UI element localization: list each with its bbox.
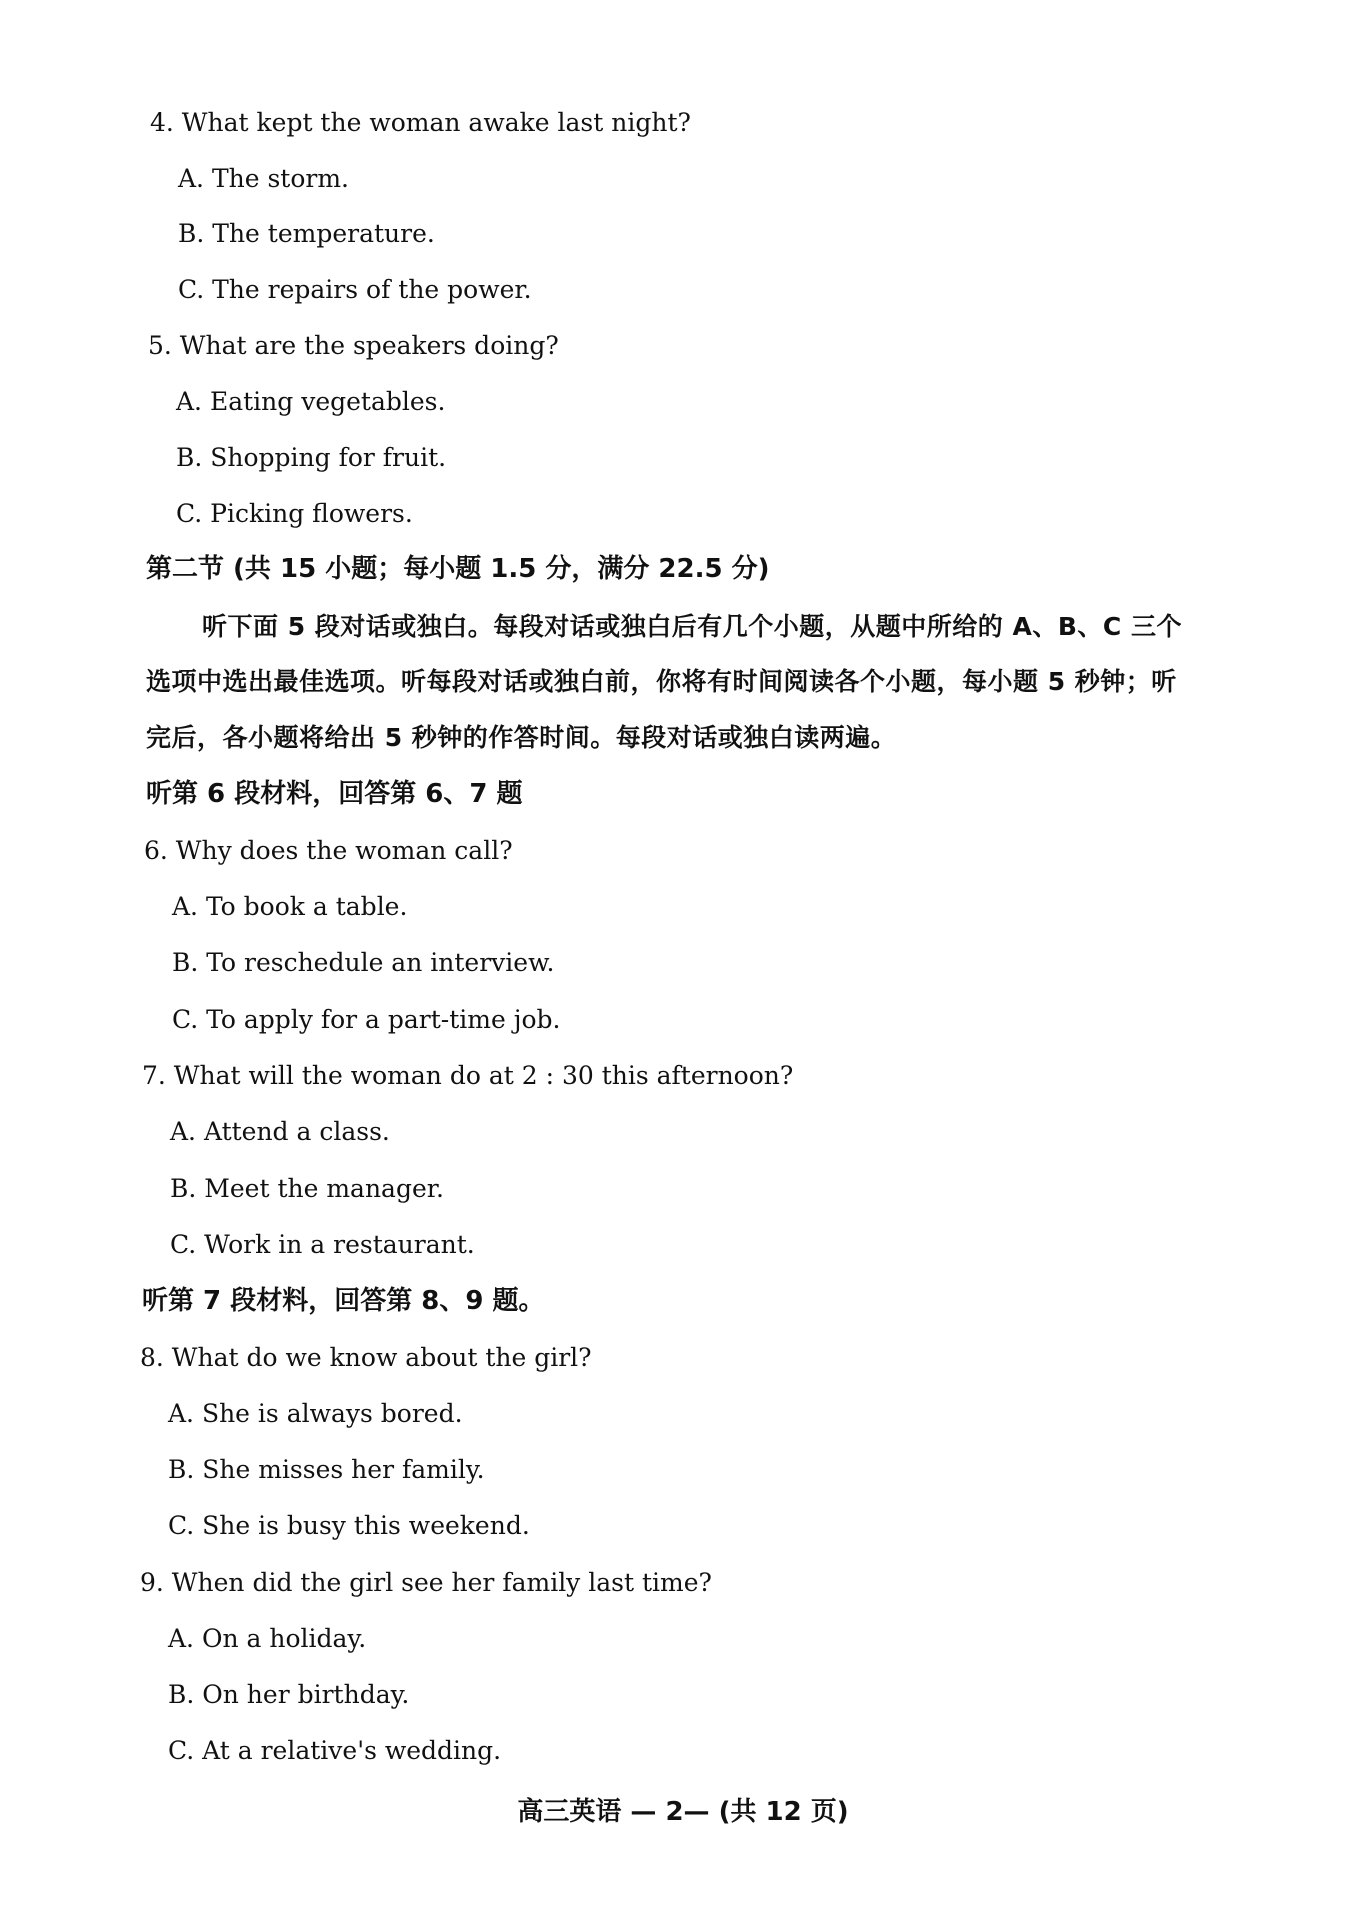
question-8-stem: 8. What do we know about the girl? [140, 1343, 592, 1372]
material-7-label: 听第 7 段材料，回答第 8、9 题。 [142, 1286, 545, 1316]
question-8-option-a: A. She is always bored. [168, 1399, 463, 1428]
question-7-stem: 7. What will the woman do at 2 : 30 this afternoon? [142, 1061, 794, 1090]
material-6-label: 听第 6 段材料，回答第 6、7 题 [146, 779, 523, 809]
section-2-heading: 第二节 (共 15 小题；每小题 1.5 分，满分 22.5 分) [146, 554, 770, 584]
question-9-option-c: C. At a relative's wedding. [168, 1736, 502, 1765]
question-4-stem: 4. What kept the woman awake last night? [150, 108, 691, 137]
question-5-option-a: A. Eating vegetables. [176, 387, 446, 416]
question-6-option-b: B. To reschedule an interview. [172, 948, 555, 977]
instruction-line-1: 听下面 5 段对话或独白。每段对话或独白后有几个小题，从题中所给的 A、B、C 三个 [202, 612, 1182, 641]
question-9-option-a: A. On a holiday. [168, 1624, 367, 1653]
question-4-option-b: B. The temperature. [178, 219, 435, 248]
question-9-stem: 9. When did the girl see her family last time? [140, 1568, 712, 1597]
question-7-option-b: B. Meet the manager. [170, 1174, 444, 1203]
question-5-stem: 5. What are the speakers doing? [148, 331, 559, 360]
question-4-option-c: C. The repairs of the power. [178, 275, 532, 304]
question-6-option-a: A. To book a table. [172, 892, 408, 921]
question-9-option-b: B. On her birthday. [168, 1680, 410, 1709]
question-4-option-a: A. The storm. [178, 164, 349, 193]
question-7-option-a: A. Attend a class. [170, 1117, 390, 1146]
page-footer: 高三英语 — 2— (共 12 页) [517, 1797, 849, 1827]
question-6-option-c: C. To apply for a part-time job. [172, 1005, 561, 1034]
instruction-line-3: 完后，各小题将给出 5 秒钟的作答时间。每段对话或独白读两遍。 [146, 723, 897, 752]
question-6-stem: 6. Why does the woman call? [144, 836, 513, 865]
question-8-option-c: C. She is busy this weekend. [168, 1511, 530, 1540]
question-5-option-c: C. Picking flowers. [176, 499, 413, 528]
instruction-line-2: 选项中选出最佳选项。听每段对话或独白前，你将有时间阅读各个小题，每小题 5 秒钟；听 [146, 667, 1177, 696]
question-5-option-b: B. Shopping for fruit. [176, 443, 447, 472]
question-8-option-b: B. She misses her family. [168, 1455, 485, 1484]
question-7-option-c: C. Work in a restaurant. [170, 1230, 475, 1259]
